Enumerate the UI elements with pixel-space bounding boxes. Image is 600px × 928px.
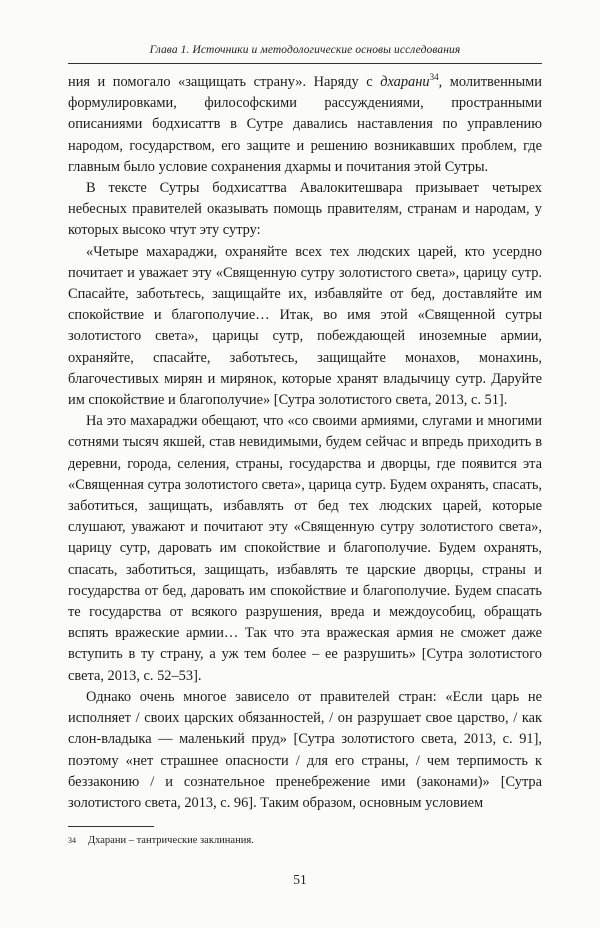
main-text bbox=[68, 72, 542, 814]
paragraph-3-quote: «Четыре махараджи, охраняйте всех тех людских царей, кто усердно почитает и уважает эту «Священную сутру золотистого света», царицу сутр. Спасайте, заботьтесь, защищайте их, избавляйте от бед, доставляйте им спокойствие и благополучие… Итак, во имя этой «Священной сутры золотистого света», царицы сутр, побеждающей иноземные армии, охраняйте, спасайте, заботьтесь, защищайте монахов, монахинь, благочестивых мирян и мирянок, которые хранят владычицу сутр. Даруйте им спокойствие и благополучие» [Сутра золотистого света, 2013, с. 51]. bbox=[68, 243, 542, 409]
footnote-text: Дхарани – тантрические заклинания. bbox=[88, 835, 254, 846]
running-header bbox=[70, 44, 540, 56]
paragraph-2: В тексте Сутры бодхисаттва Авалокитешвара призывает четырех небесных правителей оказывать помощь правителям, странам и народам, у которых высоко чтут эту сутру: bbox=[68, 180, 542, 239]
running-header-title: Глава 1. Источники и методологические основы исследования bbox=[149, 44, 461, 56]
paragraph-1-end: , молитвенными формулировками, философскими рассуждениями, пространными описаниями бодхисаттв в Сутре давались наставления по управлению народом, государством, его защите и решению возникавших проблем, где главным было условие сохранения дхармы и почитания этой Сутры. bbox=[68, 74, 542, 175]
footnote-reference: 34 bbox=[429, 72, 439, 83]
paragraph-1 bbox=[68, 72, 542, 178]
paragraph-1-start: ния и помогало «защищать страну». Наряду с bbox=[68, 74, 381, 90]
dharani-term: дхарани bbox=[380, 74, 430, 90]
footnote bbox=[68, 834, 542, 848]
page-number: 51 bbox=[293, 872, 307, 887]
paragraph-5: Однако очень многое зависело от правителей стран: «Если царь не исполняет / своих царских обязанностей, / он разрушает свое царство, / как слон-владыка — маленький пруд» [Сутра золотистого света, 2013, с. 91], поэтому «нет страшнее опасности / для его страны, / чем терпимость к беззаконию / и сознательное пренебрежение ими (законами)» [Сутра золотистого света, 2013, с. 96]. Таким образом, основным условием bbox=[68, 688, 542, 811]
paragraph-4: На это махараджи обещают, что «со своими армиями, слугами и многими сотнями тысяч якшей, став невидимыми, будем сейчас и впредь приходить в деревни, города, селения, страны, государства и дворцы, где появится эта «Священная сутра золотистого света», царица сутр. Будем охранять, спасать, заботиться, защищать, избавлять от бед тех людских царей, которые слушают, уважают и почитают эту «Священную сутру золотистого света», царицу сутр, даровать им спокойствие и благополучие. Будем охранять, спасать, заботиться, защищать, избавлять те царские дворцы, страны и государства от бед, даровать им спокойствие и благополучие. Будем спасать те государства от всякого разрушения, вреда и междоусобиц, обращать вспять вражеские армии… Так что эта вражеская армия не сможет даже вступить в ту страну, а уж тем более – ее разрушить» [Сутра золотистого света, 2013, с. 52–53]. bbox=[68, 413, 542, 684]
header-rule bbox=[68, 63, 542, 64]
footnote-rule bbox=[68, 826, 154, 827]
footnote-number: 34 bbox=[68, 836, 76, 845]
